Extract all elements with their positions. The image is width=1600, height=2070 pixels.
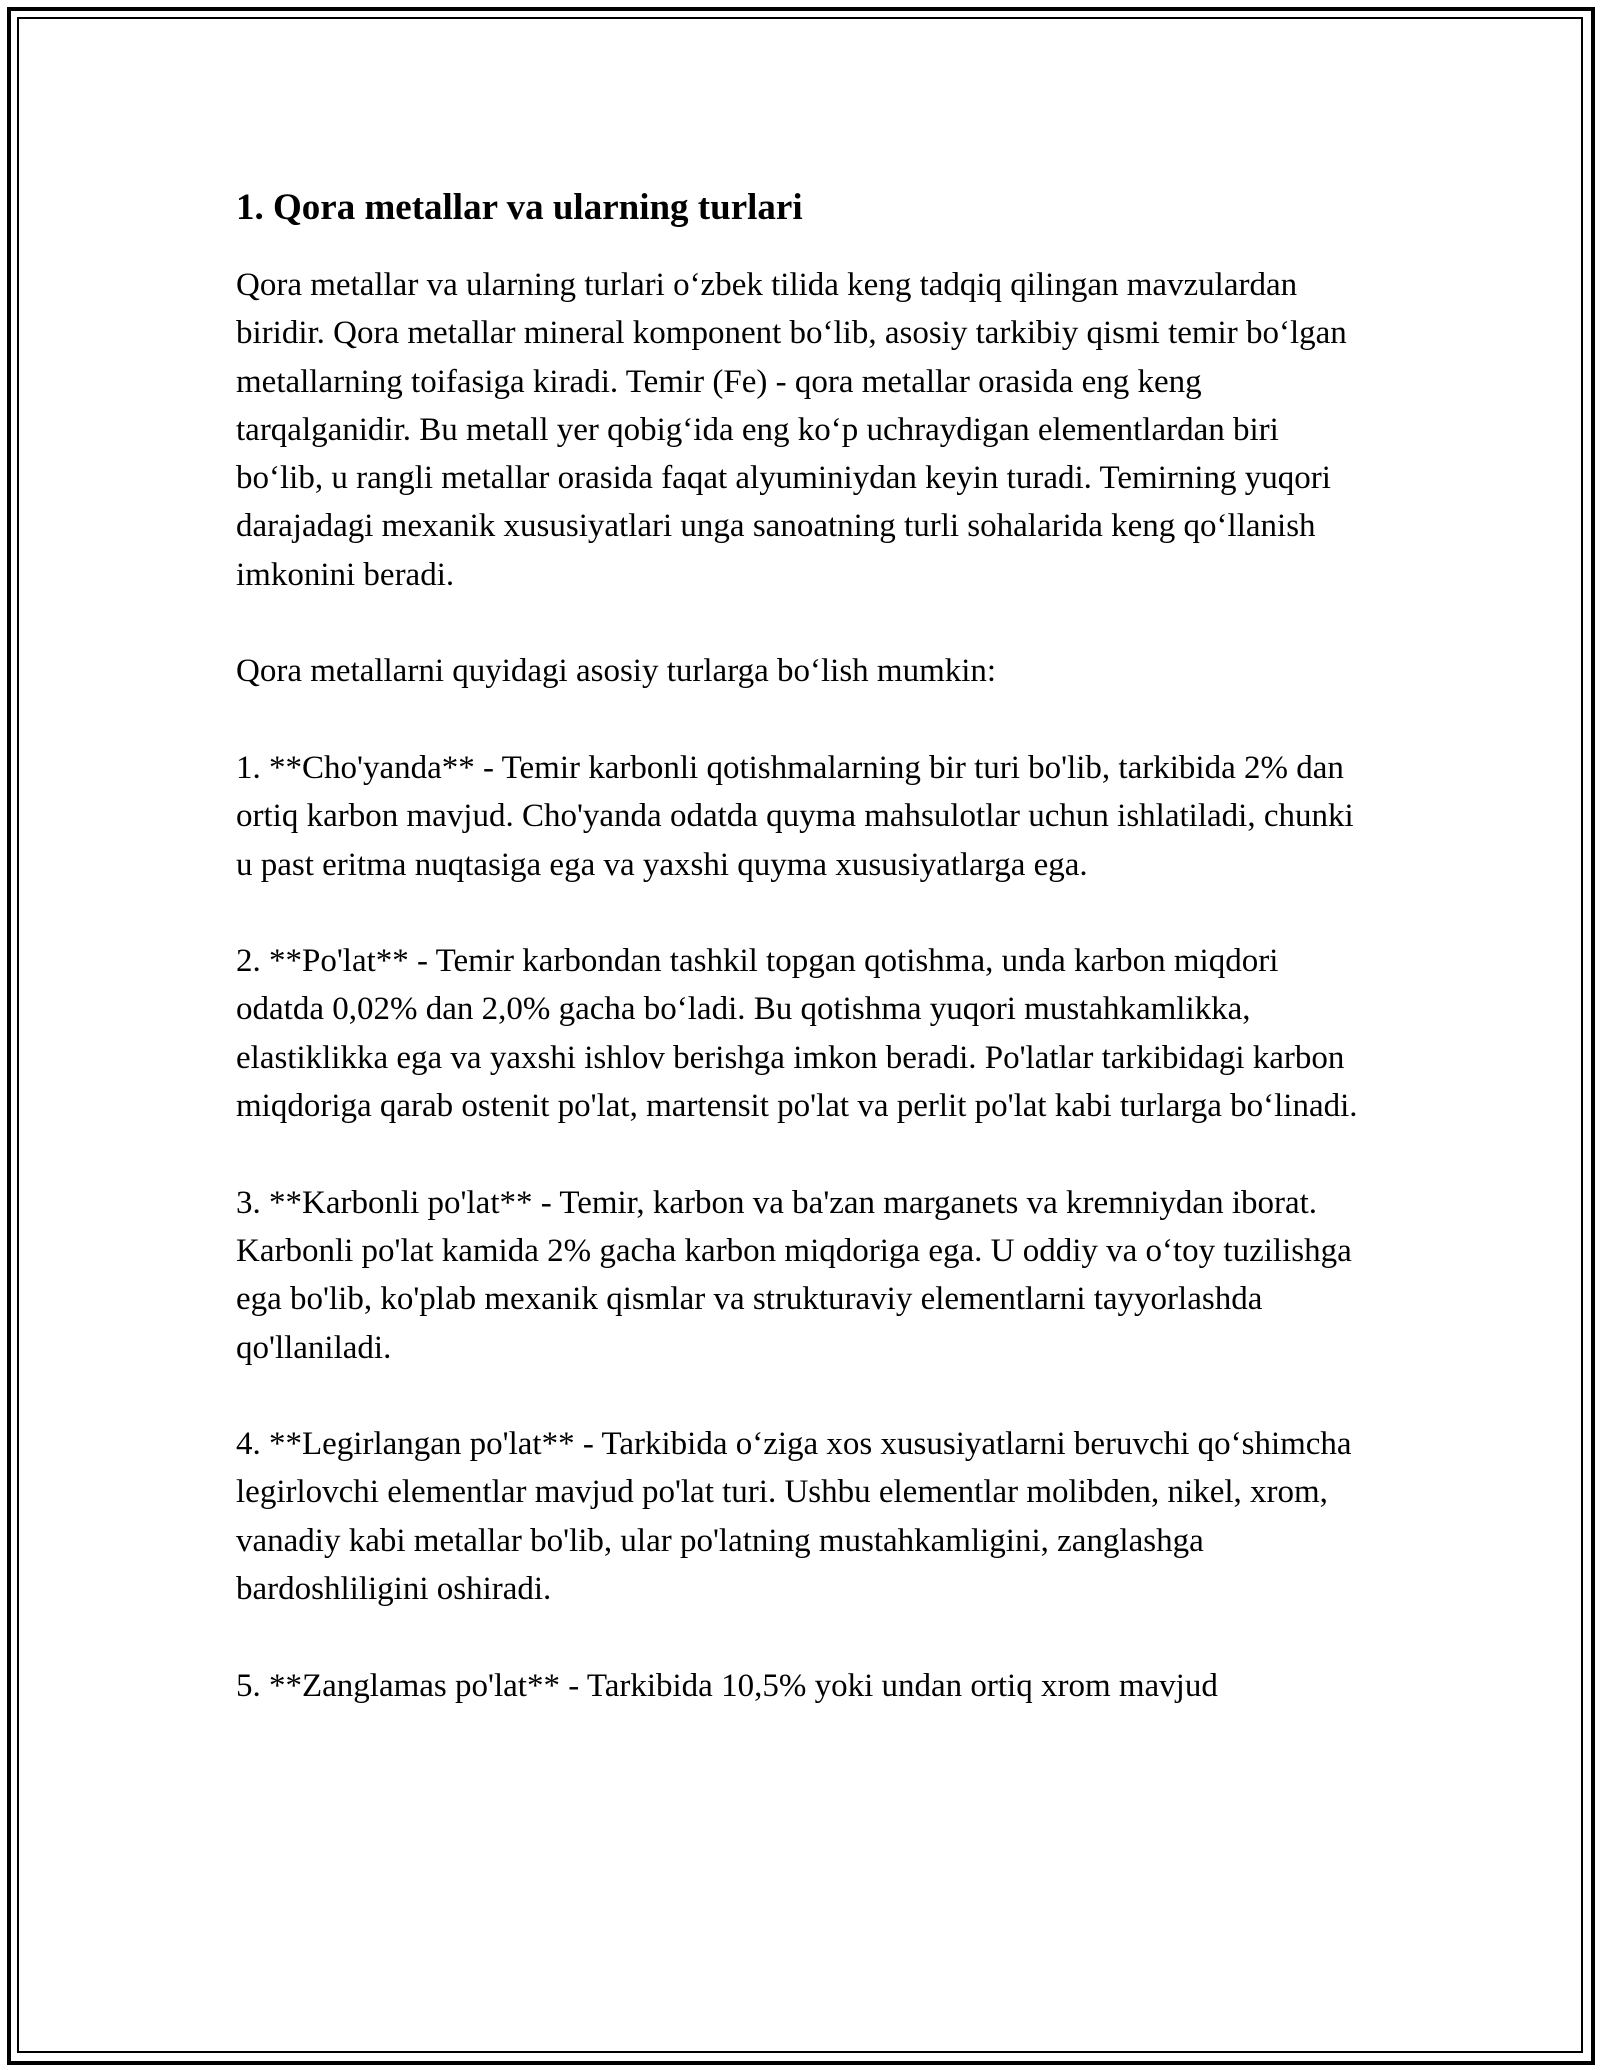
section-heading: 1. Qora metallar va ularning turlari xyxy=(236,187,803,228)
types-lead-paragraph: Qora metallarni quyidagi asosiy turlarga bo‘lish mumkin: xyxy=(236,653,997,690)
list-item-karbonli-polat: 3. **Karbonli po'lat** - Temir, karbon va ba'zan marganets va kremniydan iborat. Karbonli po'lat kamida 2% gacha karbon miqdoriga ega. U oddiy va o‘toy tuzilishga ega bo'lib, ko'plab mexanik qismlar va strukturaviy elementlarni tayyorlashda qo'llaniladi. xyxy=(236,1184,1352,1366)
list-item-polat: 2. **Po'lat** - Temir karbondan tashkil topgan qotishma, unda karbon miqdori odatda 0,02% dan 2,0% gacha bo‘ladi. Bu qotishma yuqori mustahkamlikka, elastiklikka ega va yaxshi ishlov berishga imkon beradi. Po'latlar tarkibidagi karbon miqdoriga qarab ostenit po'lat, martensit po'lat va perlit po'lat kabi turlarga bo‘linadi. xyxy=(236,943,1358,1125)
list-item-zanglamas-polat: 5. **Zanglamas po'lat** - Tarkibida 10,5% yoki undan ortiq xrom mavjud xyxy=(236,1667,1218,1704)
list-item-choyanda: 1. **Cho'yanda** - Temir karbonli qotishmalarning bir turi bo'lib, tarkibida 2% dan ortiq karbon mavjud. Cho'yanda odatda quyma mahsulotlar uchun ishlatiladi, chunki u past eritma nuqtasiga ega va yaxshi quyma xususiyatlarga ega. xyxy=(236,749,1354,883)
list-item-legirlangan-polat: 4. **Legirlangan po'lat** - Tarkibida o‘ziga xos xususiyatlarni beruvchi qo‘shimcha legirlovchi elementlar mavjud po'lat turi. Ushbu elementlar molibden, nikel, xrom, vanadiy kabi metallar bo'lib, ular po'latning mustahkamligini, zanglashga bardoshliligini oshiradi. xyxy=(236,1426,1352,1608)
document-body xyxy=(236,185,1366,1710)
intro-paragraph: Qora metallar va ularning turlari o‘zbek tilida keng tadqiq qilingan mavzulardan biridir. Qora metallar mineral komponent bo‘lib, asosiy tarkibiy qismi temir bo‘lgan metallarning toifasiga kiradi. Temir (Fe) - qora metallar orasida eng keng tarqalganidir. Bu metall yer qobig‘ida eng ko‘p uchraydigan elementlardan biri bo‘lib, u rangli metallar orasida faqat alyuminiydan keyin turadi. Temirning yuqori darajadagi mexanik xususiyatlari unga sanoatning turli sohalarida keng qo‘llanish imkonini beradi. xyxy=(236,267,1347,593)
